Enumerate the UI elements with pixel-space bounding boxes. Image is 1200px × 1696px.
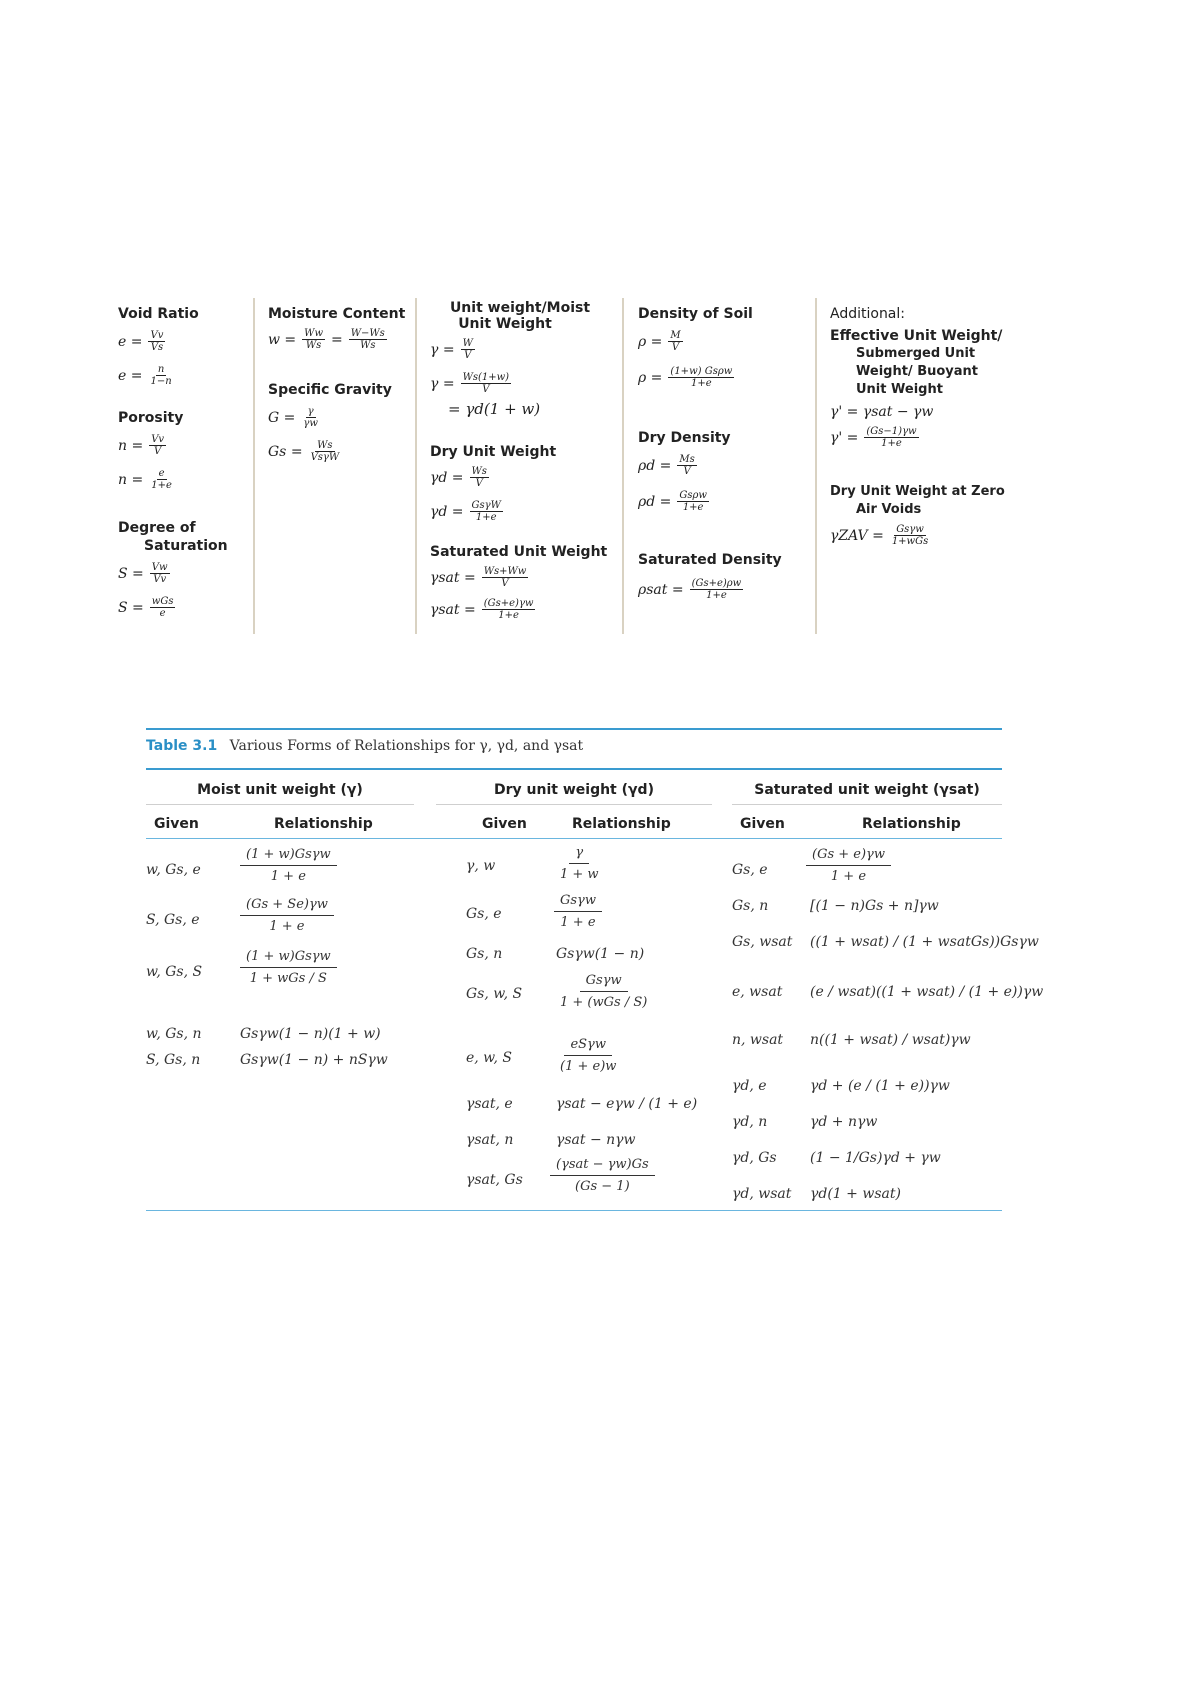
porosity-title: Porosity [118, 410, 184, 426]
saturation-formula-alt: S = $\frac{\text{wGs}}{e}$ [118, 596, 174, 619]
unit-weight-formula-alt: γ = $\frac{Ws(1+w)}{V}$ [430, 372, 510, 395]
zero-air-voids-title-line2: Air Voids [856, 502, 922, 517]
unit-weight-formula-dry: = γd(1 + w) [448, 400, 541, 418]
density-formula-alt: ρ = $\frac{\text{(1+w) Gsρw}}{1+e}$ [638, 366, 733, 389]
moisture-content-title: Moisture Content [268, 306, 406, 322]
moist-given: S, Gs, e [146, 912, 200, 928]
group-rule [146, 804, 414, 805]
effective-unit-weight-formula-alt: γ' = $\frac{(Gs-1)\gamma w}{1+e}$ [830, 426, 917, 449]
zero-air-voids-formula: γZAV = $\frac{\text{Gsγw}}{\text{1+wGs}}$ [830, 524, 929, 547]
void-ratio-title: Void Ratio [118, 306, 199, 322]
dry-given: γsat, n [466, 1132, 514, 1148]
col-header-relationship: Relationship [572, 816, 671, 832]
dry-given: γsat, Gs [466, 1172, 523, 1188]
zero-air-voids-title-line1: Dry Unit Weight at Zero [830, 484, 1005, 499]
group-header-moist: Moist unit weight (γ) [197, 782, 363, 798]
dry-relationship: Gsγw 1 + e [554, 892, 602, 931]
sat-relationship: [(1 − n)Gs + n]γw [810, 898, 939, 914]
effective-unit-weight-title-line3: Weight/ Buoyant [856, 364, 979, 379]
specific-gravity-title: Specific Gravity [268, 382, 392, 398]
table-caption-label: Table 3.1 [146, 738, 218, 754]
density-formula: ρ = $\frac{M}{V}$ [638, 330, 681, 353]
saturated-unit-weight-formula: γsat = $\frac{Ws+Ww}{V}$ [430, 566, 527, 589]
effective-unit-weight-formula: γ' = γsat − γw [830, 404, 934, 420]
sat-given: Gs, n [732, 898, 769, 914]
saturated-unit-weight-formula-alt: γsat = $\frac{(Gs+e)\gamma w}{1+e}$ [430, 598, 534, 621]
sat-relationship: n((1 + wsat) / wsat)γw [810, 1032, 971, 1048]
moist-relationship: Gsγw(1 − n)(1 + w) [240, 1026, 381, 1042]
dry-given: Gs, n [466, 946, 503, 962]
sat-given: Gs, wsat [732, 934, 793, 950]
sat-given: n, wsat [732, 1032, 784, 1048]
sat-relationship: (e / wsat)((1 + wsat) / (1 + e))γw [810, 984, 1044, 1000]
saturation-title-line1: Degree of [118, 520, 196, 536]
density-title: Density of Soil [638, 306, 753, 322]
moist-given: w, Gs, e [146, 862, 201, 878]
group-header-saturated: Saturated unit weight (γsat) [754, 782, 980, 798]
sat-relationship: (Gs + e)γw 1 + e [806, 846, 891, 885]
moist-relationship: (1 + w)Gsγw 1 + wGs / S [240, 948, 337, 987]
dry-relationship: Gsγw 1 + (wGs / S) [560, 973, 648, 1010]
sat-given: γd, n [732, 1114, 768, 1130]
table-top-rule [146, 728, 1002, 730]
table-header-rule [146, 768, 1002, 770]
moist-given: w, Gs, S [146, 964, 203, 980]
specific-gravity-formula-alt: Gs = $\frac{Ws}{\text{VsγW}}$ [268, 440, 340, 463]
formula-sheet [110, 298, 1005, 634]
dry-unit-weight-title: Dry Unit Weight [430, 444, 557, 460]
dry-unit-weight-formula: γd = $\frac{Ws}{V}$ [430, 466, 487, 489]
dry-given: Gs, e [466, 906, 502, 922]
dry-unit-weight-formula-alt: γd = $\frac{\text{GsγW}}{1+e}$ [430, 500, 501, 523]
moisture-content-formula: w = $\frac{Ww}{Ws}$ = $\frac{W-Ws}{Ws}$ [268, 328, 385, 351]
unit-weight-formula: γ = $\frac{W}{V}$ [430, 338, 473, 361]
moist-given: S, Gs, n [146, 1052, 201, 1068]
dry-given: Gs, w, S [466, 986, 523, 1002]
saturation-formula: S = $\frac{Vw}{Vv}$ [118, 562, 168, 585]
dry-density-formula-alt: ρd = $\frac{\text{Gsρw}}{1+e}$ [638, 490, 707, 513]
moist-relationship: Gsγw(1 − n) + nSγw [240, 1052, 388, 1068]
sat-given: e, wsat [732, 984, 783, 1000]
column-divider [253, 298, 255, 634]
porosity-formula-alt: n = $\frac{e}{1+e}$ [118, 468, 172, 491]
saturated-unit-weight-title: Saturated Unit Weight [430, 544, 608, 560]
dry-relationship: γ 1 + w [560, 845, 599, 882]
moist-relationship: (Gs + Se)γw 1 + e [240, 896, 334, 935]
effective-unit-weight-title-line4: Unit Weight [856, 382, 943, 397]
column-divider [815, 298, 817, 634]
group-rule [436, 804, 712, 805]
dry-density-formula: ρd = $\frac{Ms}{V}$ [638, 454, 695, 477]
effective-unit-weight-title-line2: Submerged Unit [856, 346, 976, 361]
dry-given: e, w, S [466, 1050, 512, 1066]
sat-given: Gs, e [732, 862, 768, 878]
additional-title: Additional: [830, 306, 905, 322]
sat-relationship: (1 − 1/Gs)γd + γw [810, 1150, 941, 1166]
dry-given: γ, w [466, 858, 496, 874]
moist-given: w, Gs, n [146, 1026, 202, 1042]
void-ratio-formula: e = $\frac{Vv}{Vs}$ [118, 330, 164, 353]
column-divider [622, 298, 624, 634]
porosity-formula: n = $\frac{Vv}{V}$ [118, 434, 165, 457]
table-caption [146, 738, 583, 754]
col-header-relationship: Relationship [274, 816, 373, 832]
saturation-title-line2: Saturation [144, 538, 228, 554]
col-header-given: Given [154, 816, 199, 832]
dry-relationship: Gsγw(1 − n) [556, 946, 645, 962]
saturated-density-formula: ρsat = $\frac{(Gs+e)\rho w}{1+e}$ [638, 578, 742, 601]
sat-given: γd, e [732, 1078, 767, 1094]
dry-given: γsat, e [466, 1096, 513, 1112]
relationship-table [146, 728, 1044, 1218]
dry-relationship: γsat − nγw [556, 1132, 636, 1148]
moist-relationship: (1 + w)Gsγw 1 + e [240, 846, 337, 885]
sat-relationship: γd(1 + wsat) [810, 1186, 901, 1202]
void-ratio-formula-alt: e = $\frac{n}{1-n}$ [118, 364, 172, 387]
sat-relationship: γd + (e / (1 + e))γw [810, 1078, 950, 1094]
sat-given: γd, Gs [732, 1150, 777, 1166]
dry-relationship: γsat − eγw / (1 + e) [556, 1096, 698, 1112]
group-rule [732, 804, 1002, 805]
col-header-given: Given [740, 816, 785, 832]
col-header-relationship: Relationship [862, 816, 961, 832]
sat-relationship: γd + nγw [810, 1114, 878, 1130]
sat-relationship: ((1 + wsat) / (1 + wsatGs))Gsγw [810, 934, 1039, 950]
dry-relationship: eSγw (1 + e)w [560, 1037, 617, 1074]
table-caption-text: Various Forms of Relationships for γ, γd, and γsat [229, 738, 584, 754]
unit-weight-title-line2: Unit Weight [458, 316, 552, 332]
column-divider [415, 298, 417, 634]
col-header-given: Given [482, 816, 527, 832]
effective-unit-weight-title-line1: Effective Unit Weight/ [830, 328, 1003, 344]
saturated-density-title: Saturated Density [638, 552, 782, 568]
unit-weight-title-line1: Unit weight/Moist [449, 300, 591, 316]
dry-relationship: (γsat − γw)Gs (Gs − 1) [550, 1156, 655, 1195]
group-header-dry: Dry unit weight (γd) [494, 782, 654, 798]
table-bottom-rule [146, 1210, 1002, 1211]
specific-gravity-formula: G = $\frac{\gamma}{\gamma w}$ [268, 406, 318, 429]
subheader-rule [146, 838, 1002, 839]
dry-density-title: Dry Density [638, 430, 731, 446]
sat-given: γd, wsat [732, 1186, 792, 1202]
